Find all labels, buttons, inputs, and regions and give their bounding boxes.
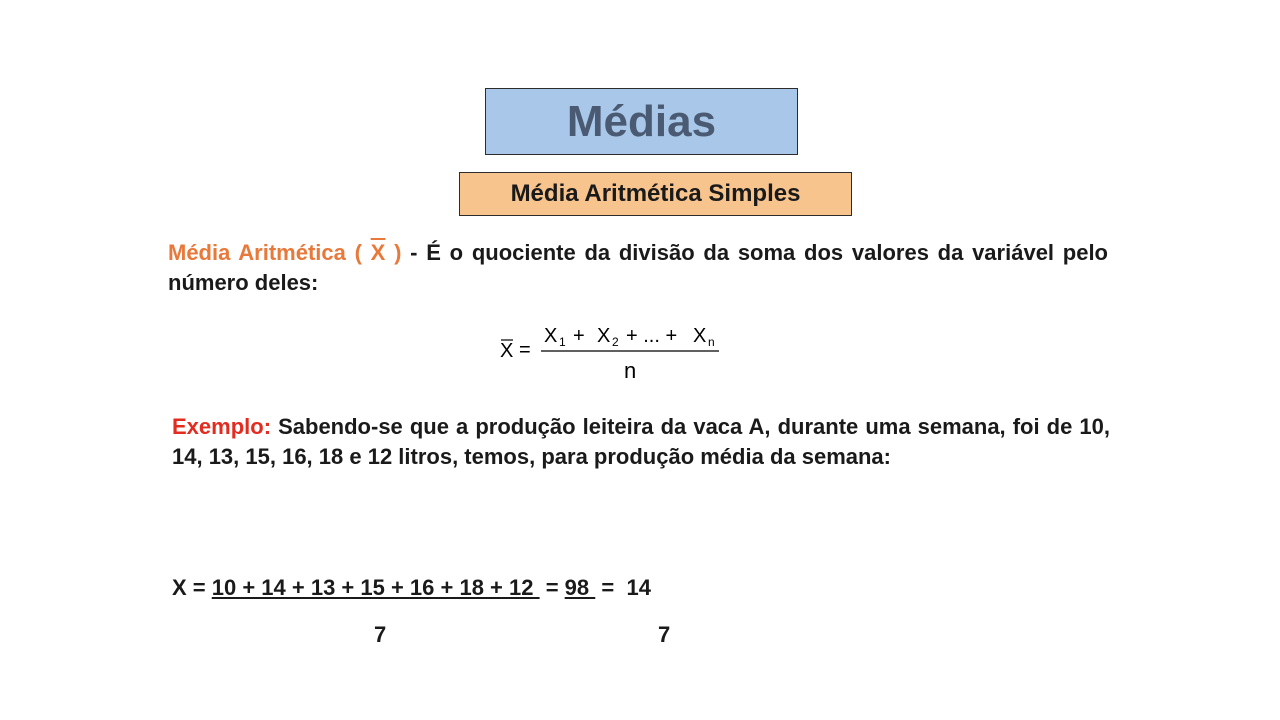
definition-symbol: $\overline{X}$ bbox=[370, 240, 386, 265]
definition-label: Média Aritmética ( bbox=[168, 240, 371, 265]
calc-eq2: = bbox=[595, 575, 627, 600]
definition-text: - É o quociente da divisão da soma dos valores da variável pelo número deles: bbox=[168, 240, 1109, 295]
example-paragraph bbox=[172, 412, 1110, 472]
calc-result: 14 bbox=[626, 575, 651, 600]
formula-equals: = bbox=[519, 339, 531, 361]
formula-x2: X bbox=[597, 325, 611, 347]
definition-label-close: ) bbox=[385, 240, 402, 265]
example-text: Sabendo-se que a produção leiteira da vaca A, durante uma semana, foi de 10, 14, 13, 15, 16, 18 e 12 litros, temos, para produção média da semana: bbox=[172, 414, 1110, 469]
calc-numerator: 10 + 14 + 13 + 15 + 16 + 18 + 12 bbox=[211, 575, 540, 600]
formula-x1: X bbox=[544, 325, 558, 347]
formula-plus1: + bbox=[573, 325, 585, 347]
calculation-line bbox=[172, 575, 872, 601]
calc-sum: 98 bbox=[564, 575, 596, 600]
calc-denominator-2: 7 bbox=[658, 622, 671, 647]
title-box bbox=[485, 88, 798, 155]
calc-denominator-1: 7 bbox=[374, 622, 387, 647]
formula-sub2: 2 bbox=[612, 335, 619, 349]
formula-plus2: + ... + bbox=[626, 325, 678, 347]
subtitle-box bbox=[459, 172, 852, 216]
formula-subn: n bbox=[708, 335, 715, 349]
formula-xn: X bbox=[693, 325, 707, 347]
example-label: Exemplo: bbox=[172, 414, 272, 439]
mean-formula bbox=[497, 318, 727, 388]
formula-sub1: 1 bbox=[559, 335, 566, 349]
definition-paragraph bbox=[168, 238, 1108, 298]
section-subtitle: Média Aritmética Simples bbox=[510, 180, 801, 207]
calc-lhs: X = bbox=[172, 575, 212, 600]
calc-eq1: = bbox=[539, 575, 565, 600]
page-title: Médias bbox=[566, 96, 717, 146]
formula-lhs: X bbox=[500, 340, 514, 362]
formula-denominator: n bbox=[624, 358, 637, 383]
